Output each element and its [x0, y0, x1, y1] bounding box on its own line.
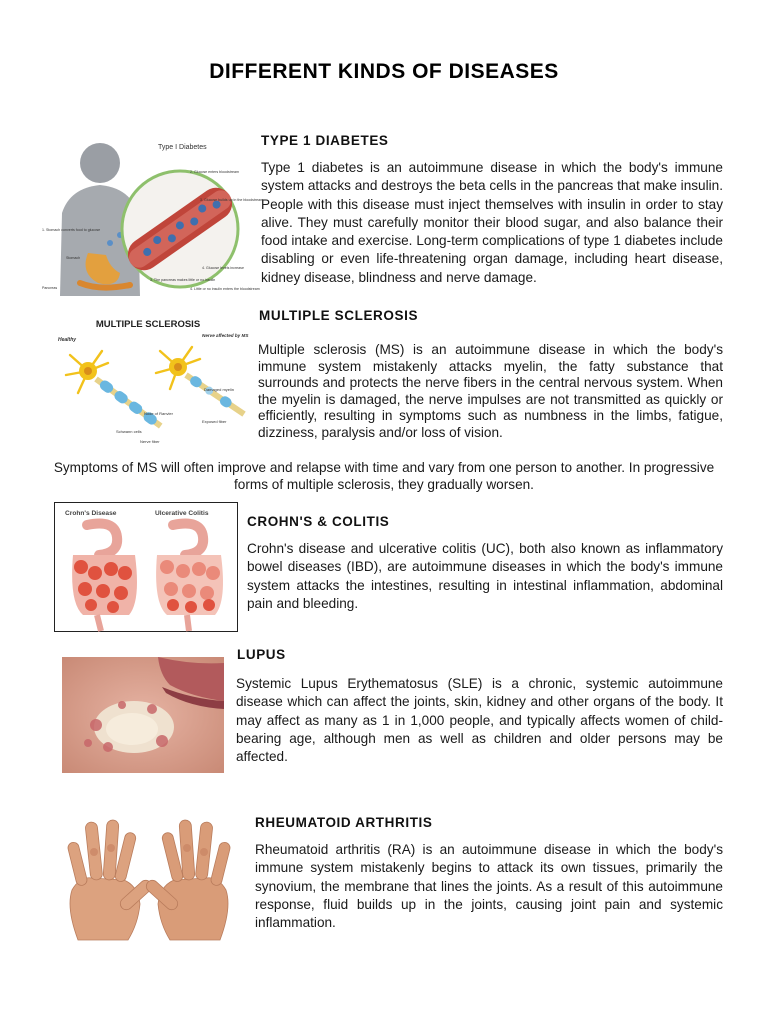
colitis-figure-label: Ulcerative Colitis [155, 510, 209, 517]
rheumatoid-arthritis-photo [58, 812, 240, 940]
ms-figure-label: Nerve affected by MS [202, 333, 249, 338]
ms-figure-label: Nerve fiber [140, 439, 160, 444]
section-heading-multiple-sclerosis: MULTIPLE SCLEROSIS [259, 308, 419, 323]
page-title: DIFFERENT KINDS OF DISEASES [209, 60, 559, 83]
ms-figure-label: Exposed fiber [202, 419, 227, 424]
section-heading-rheumatoid-arthritis: RHEUMATOID ARTHRITIS [255, 815, 433, 830]
crohns-colitis-illustration [54, 502, 238, 632]
ms-figure-label: Schwann cells [116, 429, 142, 434]
ms-figure-label: Damaged myelin [204, 387, 235, 392]
diabetes-figure-label: Stomach [66, 256, 81, 260]
diabetes-figure-label: Pancreas [42, 286, 58, 290]
ms-figure-label: Healthy [58, 337, 77, 343]
ms-figure-title: MULTIPLE SCLEROSIS [95, 319, 201, 330]
ms-symptoms-note: Symptoms of MS will often improve and relapse with time and vary from one person to another. In progressive forms of multiple sclerosis, they gradually worsen. [53, 460, 715, 492]
section-body-lupus: Systemic Lupus Erythematosus (SLE) is a chronic, systemic autoimmune disease which can affect the joints, skin, kidney and other organs of the body. It may affect as many as 1 in 1,000 people, and typically affects women of child-bearing age, although men as well as children and older persons may be affected. [236, 676, 723, 765]
diabetes-figure-label: 1. Stomach converts food to glucose [42, 228, 101, 232]
section-heading-lupus: LUPUS [237, 647, 286, 662]
lupus-photo [62, 657, 224, 773]
section-body-crohns-colitis: Crohn's disease and ulcerative colitis (UC), both also known as inflammatory bowel diseases (IBD), are autoimmune diseases in which the body's immune system attacks the intestines, resulting in intestinal inflammation, abdominal pain and bleeding. [247, 541, 723, 611]
diabetes-figure-label: 3. Glucose builds up in the bloodstream [200, 198, 264, 202]
type1-diabetes-illustration [40, 133, 264, 296]
section-heading-type1-diabetes: TYPE 1 DIABETES [261, 133, 389, 148]
diabetes-figure-label: 2. Glucose enters bloodstream [190, 170, 239, 174]
section-body-type1-diabetes: Type 1 diabetes is an autoimmune disease in which the body's immune system attacks and destroys the beta cells in the pancreas that make insulin. People with this disease must inject themselves with insulin in order to stay alive. They must carefully monitor their blood sugar, and also balance their food intake and exercise. Long-term complications of type 1 diabetes include disabling or even life-threatening organ damage, including heart disease, kidney disease, blindness and nerve damage. [261, 160, 723, 285]
section-heading-crohns-colitis: CROHN'S & COLITIS [247, 514, 390, 529]
diabetes-figure-label: 4. Glucose levels increase [202, 266, 244, 270]
ms-figure-label: Node of Ranvier [144, 411, 173, 416]
crohns-figure-label: Crohn's Disease [65, 510, 117, 517]
diabetes-figure-label: 4. Little or no insulin enters the bloodstream [190, 287, 260, 291]
section-body-rheumatoid-arthritis: Rheumatoid arthritis (RA) is an autoimmune disease in which the body's immune system mistakenly begins to attack its own tissues, primarily the synovium, the membrane that lines the joints. As a result of this autoimmune response, fluid builds up in the joints, causing joint pain and systemic inflammation. [255, 842, 723, 931]
section-body-multiple-sclerosis: Multiple sclerosis (MS) is an autoimmune disease in which the body's immune system mistakenly attacks myelin, the fatty substance that surrounds and protects the nerve fibers in the central nervous system. When the myelin is damaged, the nerve impulses are not transmitted as quickly or efficiently, resulting in symptoms such as numbness in the limbs, fatigue, dizziness, paralysis and/or loss of vision. [258, 342, 723, 440]
diabetes-figure-title: Type I Diabetes [158, 144, 207, 151]
multiple-sclerosis-illustration [52, 311, 249, 446]
diabetes-figure-label: 3. The pancreas makes little or no insulin [150, 278, 216, 282]
